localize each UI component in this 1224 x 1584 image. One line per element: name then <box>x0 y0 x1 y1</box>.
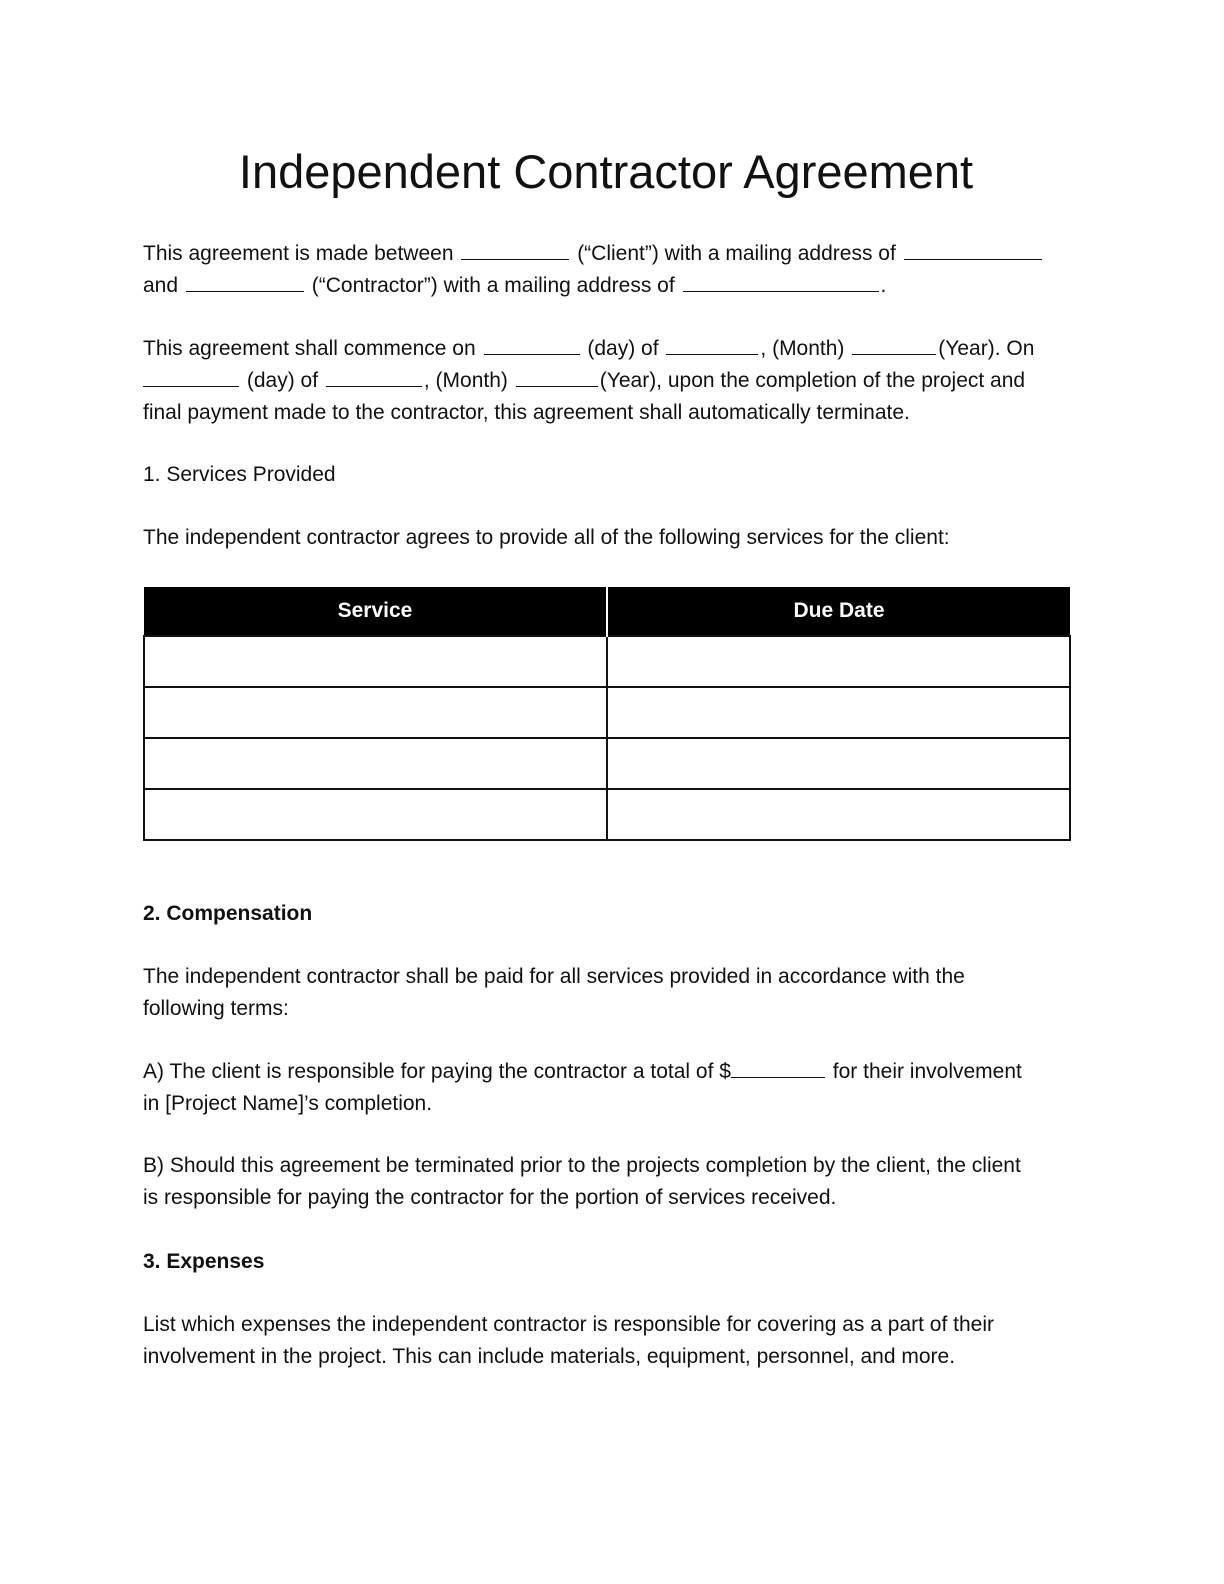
intro-text: (“Client”) with a mailing address of <box>577 242 896 265</box>
client-address-blank[interactable] <box>904 239 1042 260</box>
commence-text: (day) of <box>246 369 319 392</box>
due-date-cell[interactable] <box>607 636 1070 687</box>
due-date-cell[interactable] <box>607 687 1070 738</box>
table-row <box>144 738 1070 789</box>
term-b-text: B) Should this agreement be terminated prior to the projects completion by the client, the client <box>143 1154 1021 1177</box>
intro-text: . <box>880 274 887 297</box>
section-3-text: involvement in the project. This can include materials, equipment, personnel, and more. <box>143 1345 956 1368</box>
start-day-blank[interactable] <box>484 334 580 355</box>
service-cell[interactable] <box>144 738 607 789</box>
section-1-body: The independent contractor agrees to provide all of the following services for the client: <box>143 526 950 549</box>
service-cell[interactable] <box>144 789 607 840</box>
commence-text: final payment made to the contractor, this agreement shall automatically terminate. <box>143 401 910 424</box>
end-day-blank[interactable] <box>143 366 239 387</box>
contractor-address-blank[interactable] <box>683 271 879 292</box>
client-name-blank[interactable] <box>461 239 569 260</box>
term-a <box>143 1056 1075 1120</box>
section-2-body <box>143 961 1075 1025</box>
intro-text: This agreement is made between <box>143 242 454 265</box>
due-date-column-header: Due Date <box>607 587 1070 636</box>
section-2-text: following terms: <box>143 997 289 1020</box>
commence-text: , (Month) <box>760 337 845 360</box>
services-table <box>143 587 1071 841</box>
document-title: Independent Contractor Agreement <box>238 145 974 198</box>
term-a-text: for their involvement <box>832 1060 1022 1083</box>
total-amount-blank[interactable] <box>731 1057 825 1078</box>
section-2-heading: 2. Compensation <box>143 902 313 925</box>
table-row <box>144 636 1070 687</box>
intro-text: and <box>143 274 179 297</box>
section-3-heading: 3. Expenses <box>143 1250 265 1273</box>
commencement-paragraph <box>143 333 1075 429</box>
term-a-text: A) The client is responsible for paying the contractor a total of $ <box>143 1060 731 1083</box>
commence-text: (Year). On <box>938 337 1035 360</box>
section-1-heading: 1. Services Provided <box>143 463 336 486</box>
table-row <box>144 789 1070 840</box>
term-b-text: is responsible for paying the contractor for the portion of services received. <box>143 1186 837 1209</box>
section-2-text: The independent contractor shall be paid for all services provided in accordance with the <box>143 965 965 988</box>
start-month-blank[interactable] <box>666 334 758 355</box>
commence-text: This agreement shall commence on <box>143 337 476 360</box>
end-month-blank[interactable] <box>326 366 422 387</box>
due-date-cell[interactable] <box>607 789 1070 840</box>
intro-text: (“Contractor”) with a mailing address of <box>311 274 675 297</box>
start-year-blank[interactable] <box>852 334 936 355</box>
due-date-cell[interactable] <box>607 738 1070 789</box>
service-cell[interactable] <box>144 636 607 687</box>
section-3-text: List which expenses the independent contractor is responsible for covering as a part of their <box>143 1313 994 1336</box>
end-year-blank[interactable] <box>516 366 598 387</box>
intro-paragraph <box>143 238 1075 302</box>
service-column-header: Service <box>144 587 607 636</box>
commence-text: , (Month) <box>423 369 508 392</box>
contractor-name-blank[interactable] <box>186 271 304 292</box>
table-header-row <box>144 587 1070 636</box>
table-row <box>144 687 1070 738</box>
section-3-body <box>143 1309 1075 1373</box>
term-b <box>143 1150 1075 1214</box>
commence-text: (Year), upon the completion of the project and <box>599 369 1026 392</box>
commence-text: (day) of <box>587 337 659 360</box>
service-cell[interactable] <box>144 687 607 738</box>
term-a-text: in [Project Name]’s completion. <box>143 1092 433 1115</box>
